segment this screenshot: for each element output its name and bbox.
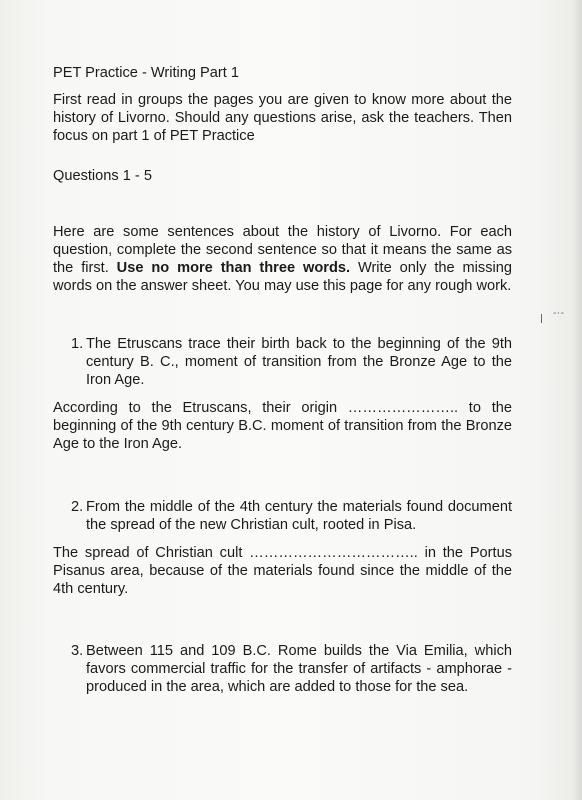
margin-tick <box>541 314 542 323</box>
questions-heading: Questions 1 - 5 <box>53 168 152 184</box>
margin-mark: -·- <box>553 307 564 319</box>
question-3 <box>71 642 512 696</box>
page-title: PET Practice - Writing Part 1 <box>53 65 239 81</box>
question-2 <box>71 498 512 534</box>
instructions-text-1: Here are some sentences about the history of Livorno. For each question, complete the second sentence so that it means the same as the first. <box>53 224 512 276</box>
question-1-number: 1. <box>71 336 84 352</box>
question-3-text: Between 115 and 109 B.C. Rome builds the Via Emilia, which favors commercial traffic for the transfer of artifacts - amphorae - produced in the area, which are added to those for the sea. <box>86 643 512 695</box>
question-2-number: 2. <box>71 499 84 515</box>
instructions-paragraph <box>53 223 512 295</box>
question-1-text: The Etruscans trace their birth back to the beginning of the 9th century B. C., moment of transition from the Bronze Age to the Iron Age. <box>86 336 512 388</box>
page-edge-shadow <box>572 0 582 800</box>
question-1-rewrite: According to the Etruscans, their origin ………………….. to the beginning of the 9th century B.C. moment of transition from the Bronze Age to the Iron Age. <box>53 400 512 452</box>
question-1 <box>71 335 512 389</box>
question-2-rewrite: The spread of Christian cult …………………………….. in the Portus Pisanus area, because of the materials found since the middle of the 4th century. <box>53 545 512 597</box>
question-3-number: 3. <box>71 643 84 659</box>
instructions-text-2: Write only the missing words on the answer sheet. You may use this page for any rough work. <box>53 260 512 294</box>
question-2-text: From the middle of the 4th century the materials found document the spread of the new Christian cult, rooted in Pisa. <box>86 499 512 533</box>
worksheet-content <box>53 64 512 696</box>
instructions-bold-rule: Use no more than three words. <box>116 260 351 276</box>
intro-paragraph: First read in groups the pages you are given to know more about the history of Livorno. Should any questions arise, ask the teachers. Then focus on part 1 of PET Practice <box>53 92 512 144</box>
